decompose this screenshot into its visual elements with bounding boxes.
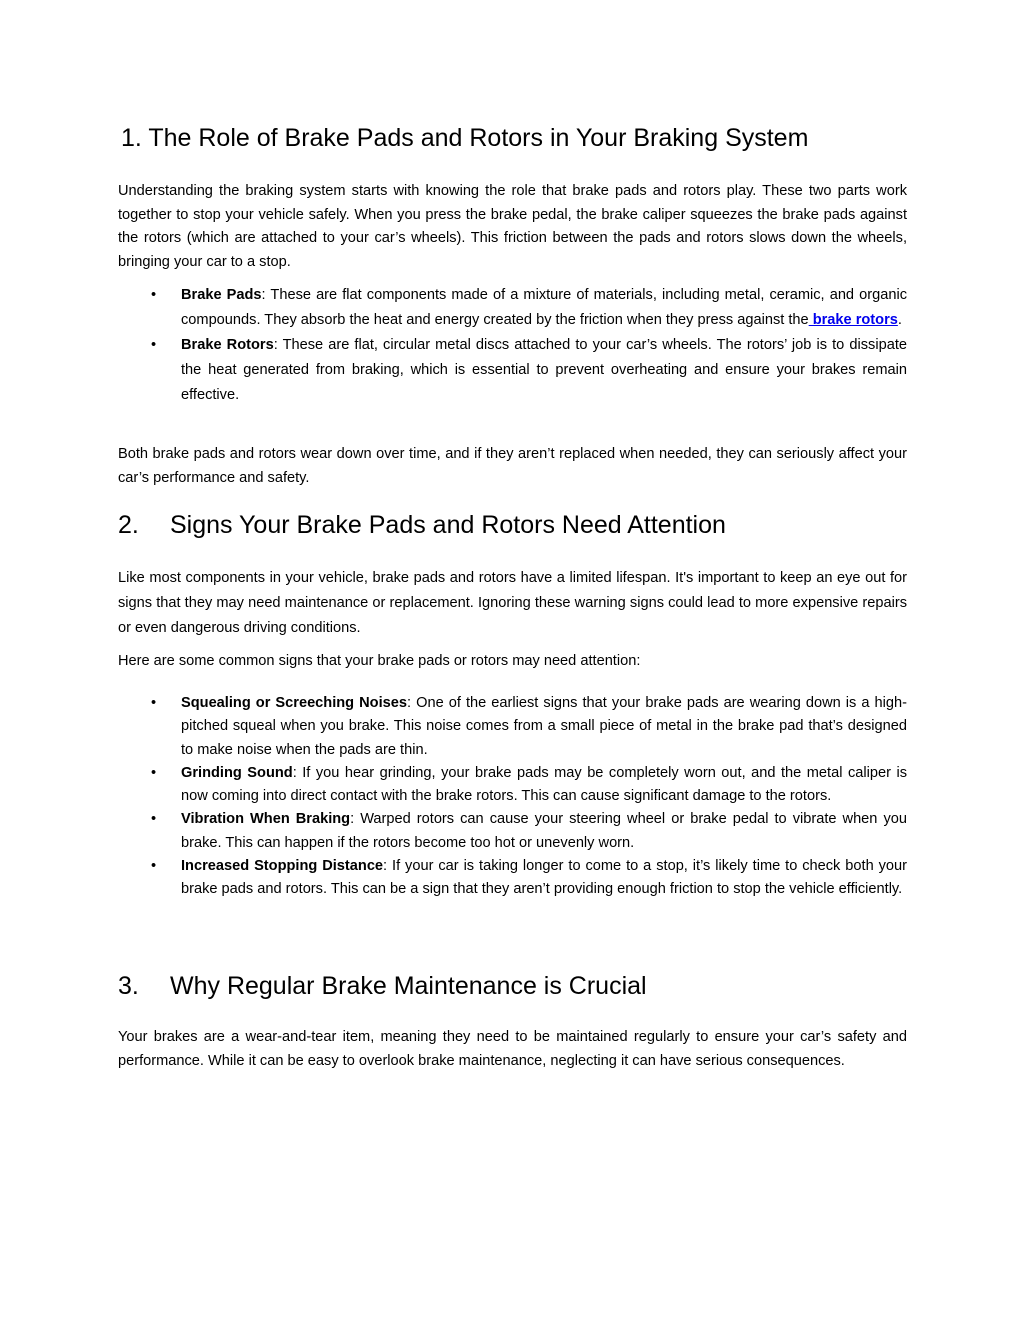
section-1-closing: Both brake pads and rotors wear down over time, and if they aren’t replaced when needed, they can seriously affect your car’s performance and safety.	[118, 446, 907, 486]
list-item	[118, 762, 907, 809]
list-item	[118, 333, 907, 408]
bullet-term: Increased Stopping Distance	[181, 858, 384, 875]
bullet-text: : These are flat components made of a mixture of materials, including metal, ceramic, and organic compounds. They absorb the heat and energy created by the friction when they press against the	[181, 287, 907, 328]
section-1-bullet-list-block	[118, 283, 907, 408]
section-2-heading	[118, 511, 726, 540]
bullet-term: Brake Pads	[181, 287, 262, 303]
section-3-number: 3.	[118, 972, 139, 1000]
list-item	[118, 692, 907, 762]
bullet-text: : One of the earliest signs that your brake pads are wearing down is a high-pitched squeal when you brake. This noise comes from a small piece of metal in the brake pad that’s designed to make noise when the pads are thin.	[181, 695, 908, 758]
section-3-intro: Your brakes are a wear-and-tear item, meaning they need to be maintained regularly to ensure your car’s safety and performance. While it can be easy to overlook brake maintenance, neglecting it can have serious consequences.	[118, 1029, 907, 1069]
list-item	[118, 283, 907, 333]
bullet-icon: •	[151, 695, 157, 711]
section-2-title: Signs Your Brake Pads and Rotors Need Attention	[170, 511, 726, 539]
list-item	[118, 808, 907, 855]
bullet-icon: •	[151, 811, 157, 828]
section-1-bullet-list	[118, 283, 907, 408]
bullet-term: Vibration When Braking	[181, 811, 351, 828]
bullet-text-end: .	[897, 312, 902, 328]
brake-rotors-link[interactable]: brake rotors	[808, 312, 898, 328]
bullet-text: : Warped rotors can cause your steering wheel or brake pedal to vibrate when you brake. This can happen if the rotors become too hot or unevenly worn.	[181, 811, 907, 851]
section-3-intro-block	[118, 1026, 907, 1073]
bullet-term: Grinding Sound	[181, 764, 293, 781]
bullet-icon: •	[151, 764, 157, 781]
bullet-term: Brake Rotors	[181, 337, 274, 353]
section-1-intro: Understanding the braking system starts with knowing the role that brake pads and rotors play. These two parts work together to stop your vehicle safely. When you press the brake pedal, the brake caliper squeezes the brake pads against the rotors (which are attached to your car’s wheels). This friction between the pads and rotors slows down the wheels, bringing your car to a stop.	[118, 183, 907, 270]
section-2-bullet-list-block	[118, 692, 907, 902]
bullet-text: : If your car is taking longer to come to a stop, it’s likely time to check both your brake pads and rotors. This can be a sign that they aren’t providing enough friction to stop the vehicle efficiently.	[181, 858, 907, 898]
bullet-icon: •	[151, 337, 157, 353]
section-2-lead-block	[118, 650, 907, 674]
bullet-icon: •	[151, 287, 157, 303]
section-2-number: 2.	[118, 511, 139, 539]
list-item	[118, 855, 907, 902]
section-2-intro: Like most components in your vehicle, brake pads and rotors have a limited lifespan. It's important to keep an eye out for signs that they may need maintenance or replacement. Ignoring these warning signs could lead to more expensive repairs or even dangerous driving conditions.	[118, 570, 907, 636]
section-2-bullet-list	[118, 692, 907, 902]
bullet-term: Squealing or Screeching Noises	[181, 695, 408, 711]
bullet-text: : These are flat, circular metal discs attached to your car’s wheels. The rotors’ job is to dissipate the heat generated from braking, which is essential to prevent overheating and ensure your brakes remain effective.	[181, 337, 907, 403]
bullet-icon: •	[151, 858, 157, 875]
bullet-text: : If you hear grinding, your brake pads may be completely worn out, and the metal caliper is now coming into direct contact with the brake rotors. This can cause significant damage to the rotors.	[181, 764, 907, 805]
section-1-intro-block	[118, 180, 907, 274]
section-1-closing-block	[118, 443, 907, 490]
section-3-heading	[118, 972, 647, 1001]
section-1-heading: 1. The Role of Brake Pads and Rotors in Your Braking System	[121, 124, 809, 152]
section-2-intro-block	[118, 566, 907, 641]
section-3-title: Why Regular Brake Maintenance is Crucial	[170, 972, 647, 1000]
section-2-lead: Here are some common signs that your brake pads or rotors may need attention:	[118, 653, 641, 669]
